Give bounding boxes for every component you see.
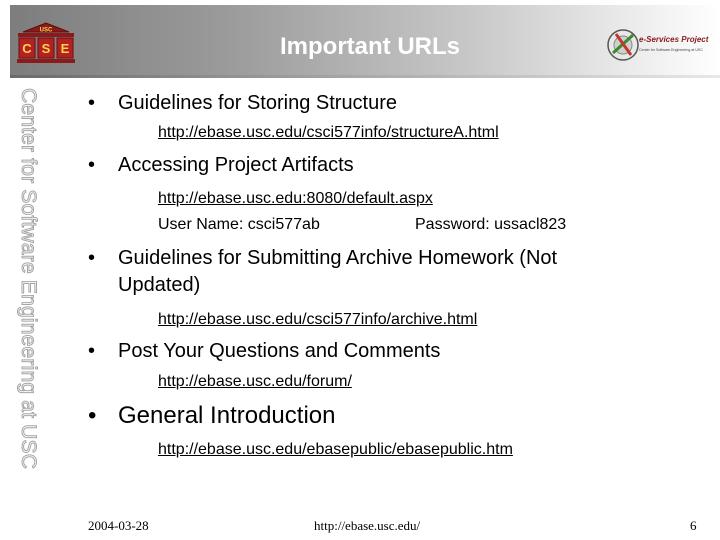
bullet-project-artifacts — [88, 152, 668, 179]
bullet-text: General Introduction — [118, 402, 336, 429]
bullet-storing-structure — [88, 90, 668, 117]
bullet-icon: • — [88, 247, 96, 269]
footer-date: 2004-03-28 — [88, 518, 149, 533]
csse-logo — [15, 22, 77, 66]
bullet-questions-comments — [88, 338, 668, 365]
bullet-text: Guidelines for Storing Structure — [118, 92, 398, 114]
username-text: User Name: csci577ab — [158, 216, 320, 233]
sidebar-vertical-text: Center for Software Engineering at USC — [17, 88, 40, 470]
header-divider — [10, 75, 720, 78]
svg-text:E: E — [60, 41, 70, 56]
bullet-text: Post Your Questions and Comments — [118, 340, 441, 362]
logo-usc-text: USC — [39, 27, 53, 34]
link-forum[interactable]: http://ebase.usc.edu/forum/ — [158, 373, 352, 390]
bullet-icon: • — [88, 340, 96, 362]
footer-url[interactable]: http://ebase.usc.edu/ — [314, 518, 421, 533]
password-text: Password: ussacl823 — [415, 216, 567, 233]
link-ebasepublic[interactable]: http://ebase.usc.edu/ebasepublic/ebasepublic.htm — [158, 441, 513, 458]
page-number: 6 — [690, 518, 697, 533]
bullet-text-line1: Guidelines for Submitting Archive Homework (Not — [118, 247, 558, 269]
bullet-text: Accessing Project Artifacts — [118, 154, 354, 176]
bullet-icon: • — [88, 402, 97, 429]
svg-text:C: C — [22, 41, 32, 56]
link-default-aspx[interactable]: http://ebase.usc.edu:8080/default.aspx — [158, 190, 433, 207]
eservices-logo-subtext: Center for Software Engineering at USC — [639, 48, 703, 52]
bullet-general-introduction — [88, 402, 668, 429]
bullet-archive-homework — [88, 245, 668, 299]
bullet-text-line2: Updated) — [118, 274, 201, 296]
bullet-icon: • — [88, 92, 96, 114]
eservices-logo-text: e-Services Project — [639, 35, 709, 44]
eservices-logo — [605, 22, 715, 68]
link-archive[interactable]: http://ebase.usc.edu/csci577info/archive.html — [158, 311, 478, 328]
bullet-icon: • — [88, 154, 96, 176]
svg-text:S: S — [41, 41, 51, 56]
page-title: Important URLs — [280, 33, 460, 60]
link-structure[interactable]: http://ebase.usc.edu/csci577info/structureA.html — [158, 124, 499, 141]
